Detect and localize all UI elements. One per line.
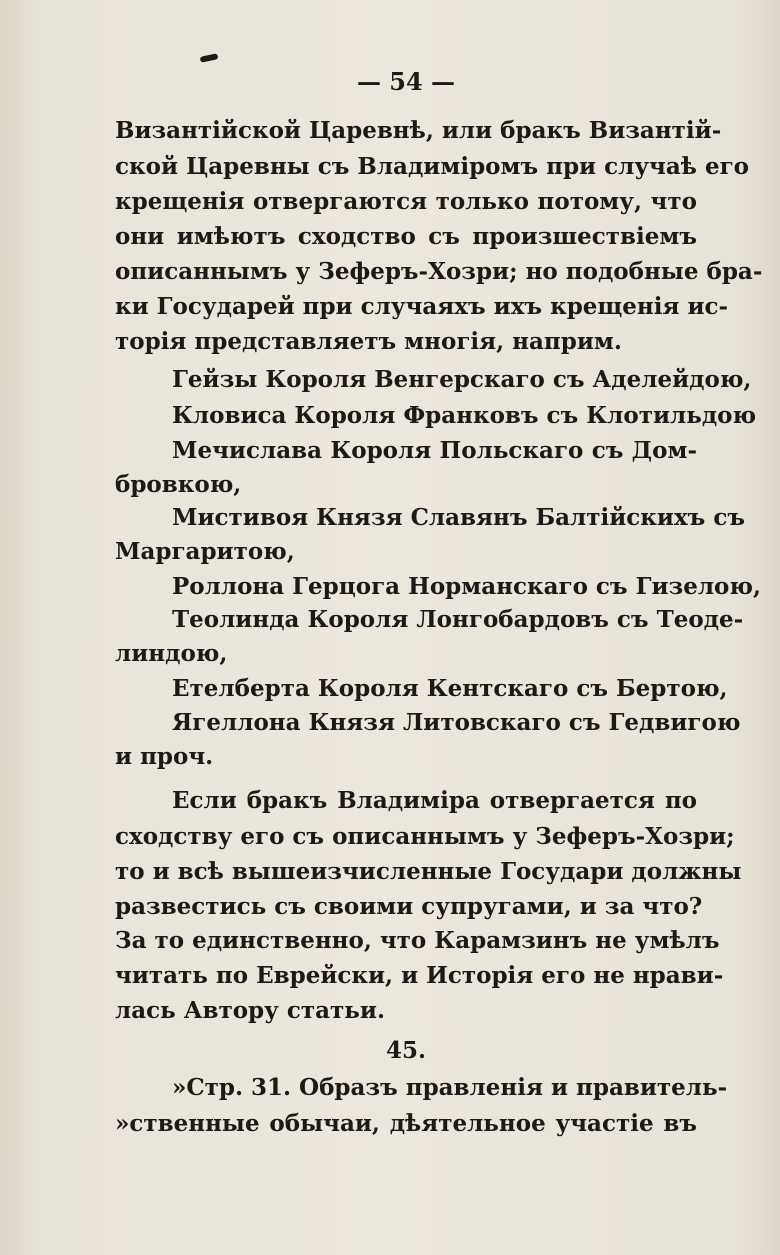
text-line: крещенія отвергаются только потому, что [115,188,697,215]
text-line: торія представляетъ многія, наприм. [115,328,622,355]
text-line: Маргаритою, [115,538,295,565]
text-line: »ственные обычаи, дѣятельное участіе въ [115,1110,697,1137]
text-line: Ягеллона Князя Литовскаго съ Гедвигою [172,709,741,736]
text-line: описаннымъ у Зеферъ-Хозри; но подобные бра- [115,258,763,285]
ink-blot [200,53,219,63]
text-line: бровкою, [115,471,242,498]
text-line: сходству его съ описаннымъ у Зеферъ-Хозри; [115,823,735,850]
text-line: Етелберта Короля Кентскаго съ Бертою, [172,675,728,702]
text-line: Византійской Царевнѣ, или бракъ Византій- [115,117,722,144]
text-line: Мечислава Короля Польскаго съ Дом- [172,437,697,464]
text-line: За то единственно, что Карамзинъ не умѣлъ [115,927,720,954]
text-line: Гейзы Короля Венгерскаго съ Аделейдою, [172,366,752,393]
text-line: Если бракъ Владиміра отвергается по [172,787,697,814]
text-line: то и всѣ вышеизчисленные Государи должны [115,858,742,885]
text-line: Теолинда Короля Лонгобардовъ съ Теоде- [172,606,744,633]
text-line: читать по Еврейски, и Исторія его не нрави- [115,962,724,989]
text-line: развестись съ своими супругами, и за что? [115,893,703,920]
page-number: — 54 — [356,67,456,96]
text-line: Мистивоя Князя Славянъ Балтійскихъ съ [172,504,745,531]
text-line: они имѣютъ сходство съ произшествіемъ [115,223,697,250]
text-line: »Стр. 31. Образъ правленія и правитель- [172,1074,728,1101]
text-line: ки Государей при случаяхъ ихъ крещенія ис- [115,293,729,320]
text-line: линдою, [115,640,228,667]
text-line: лась Автору статьи. [115,997,385,1024]
text-line: Роллона Герцога Норманскаго съ Гизелою, [172,573,761,600]
text-line: ской Царевны съ Владиміромъ при случаѣ его [115,153,750,180]
text-line: и проч. [115,743,214,770]
section-number: 45. [385,1037,426,1064]
text-line: Кловиса Короля Франковъ съ Клотильдою [172,402,757,429]
